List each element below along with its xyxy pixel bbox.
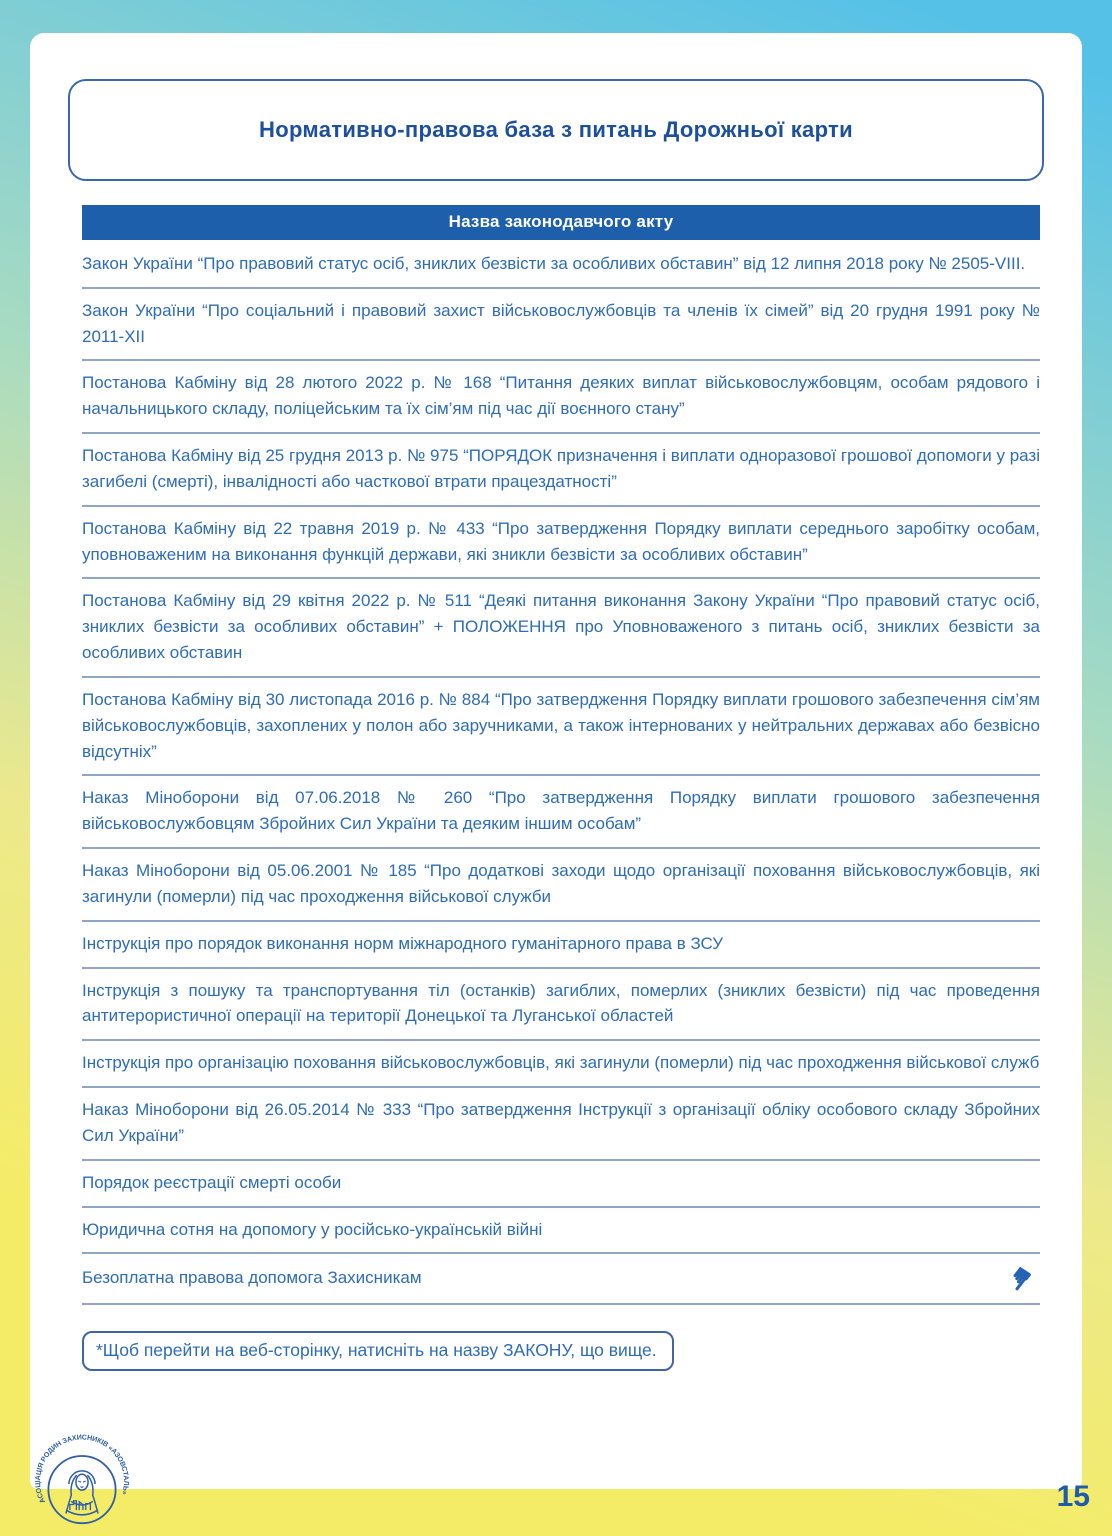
page-title: Нормативно-правова база з питань Дорожньої карти (259, 117, 853, 142)
law-title-link[interactable]: Інструкція про організацію поховання військовослужбовців, які загинули (померли) під час проходження військової служб (82, 1053, 1040, 1073)
law-title-link[interactable]: Постанова Кабміну від 22 травня 2019 р. № 433 “Про затвердження Порядку виплати середнього заробітку особам, уповноваженим на виконання функцій держави, які зникли безвісти за особливих обставин” (82, 518, 1040, 564)
law-title-link[interactable]: Порядок реєстрації смерті особи (82, 1172, 342, 1192)
table-column-header (82, 205, 1040, 240)
law-row[interactable] (82, 242, 1040, 289)
law-row[interactable] (82, 579, 1040, 677)
law-list (82, 242, 1040, 1305)
madonna-veil (66, 1476, 98, 1513)
law-title-link[interactable]: Юридична сотня на допомогу у російсько-українській війні (82, 1219, 543, 1239)
law-row[interactable] (82, 922, 1040, 969)
law-title-link[interactable]: Безоплатна правова допомога Захисникам (82, 1268, 422, 1288)
bowl-curve (66, 1510, 98, 1515)
law-row[interactable] (82, 776, 1040, 849)
azovstal-association-logo (26, 1428, 138, 1536)
law-title-link[interactable]: Інструкція з пошуку та транспортування тіл (останків) загиблих, померлих (зниклих безвісти) під час проведення антитерористичної операції на території Донецької та Луганської областей (82, 980, 1040, 1026)
note-box (82, 1331, 674, 1371)
law-row[interactable] (82, 361, 1040, 434)
law-title-link[interactable]: Інструкція про порядок виконання норм міжнародного гуманітарного права в ЗСУ (82, 933, 724, 953)
law-title-link[interactable]: Наказ Міноборони від 26.05.2014 № 333 “Про затвердження Інструкції з організації обліку особового складу Збройних Сил України” (82, 1100, 1040, 1145)
law-title-link[interactable]: Постанова Кабміну від 29 квітня 2022 р. № 511 “Деякі питання виконання Закону України “Про правовий статус осіб, зниклих безвісти за особливих обставин” + ПОЛОЖЕННЯ про Уповноваженого з питань осіб, зниклих безвісти за особливих обставин (82, 591, 1040, 663)
law-title-link[interactable]: Закон України “Про соціальний і правовий захист військовослужбовців та членів їх сімей” від 20 грудня 1991 року № 2011-XII (82, 300, 1040, 346)
law-title-link[interactable]: Наказ Міноборони від 05.06.2001 № 185 “Про додаткові заходи щодо організації поховання військовослужбовців, які загинули (померли) під час проходження військової служби (82, 861, 1040, 906)
law-row[interactable] (82, 289, 1040, 362)
law-title-link[interactable]: Постанова Кабміну від 30 листопада 2016 р. № 884 “Про затвердження Порядку виплати грошового забезпечення сім’ям військовослужбовців, захоплених у полон або заручниками, а також інтернованих у нейтральних державах або безвісно відсутніх” (82, 689, 1040, 761)
law-title-link[interactable]: Закон України “Про правовий статус осіб, зниклих безвісти за особливих обставин” від 12 липня 2018 року № 2505-VIII. (82, 254, 1026, 273)
law-row[interactable] (82, 507, 1040, 580)
law-row[interactable] (82, 969, 1040, 1042)
madonna-face (79, 1481, 86, 1487)
law-row[interactable] (82, 1161, 1040, 1208)
law-title-link[interactable]: Постанова Кабміну від 25 грудня 2013 р. № 975 “ПОРЯДОК призначення і виплати одноразової грошової допомоги у разі загибелі (смерті), інвалідності або часткової втрати працездатності” (82, 446, 1040, 491)
law-row[interactable] (82, 1208, 1040, 1255)
law-row[interactable] (82, 434, 1040, 507)
table-column-header-label: Назва законодавчого акту (448, 212, 674, 231)
content-card (30, 33, 1082, 1489)
note-text: *Щоб перейти на веб-сторінку, натисніть на назву ЗАКОНУ, що вище. (96, 1340, 657, 1361)
page-number: 15 (1056, 1480, 1090, 1513)
logo-ring-text: АСОЦІАЦІЯ РОДИН ЗАХИСНИКІВ «АЗОВСТАЛЬ» (33, 1433, 131, 1505)
law-row[interactable] (82, 678, 1040, 776)
law-row[interactable] (82, 1088, 1040, 1161)
law-title-link[interactable]: Постанова Кабміну від 28 лютого 2022 р. № 168 “Питання деяких виплат військовослужбовцям, особам рядового і начальницького складу, поліцейським та їх сім’ям під час дії воєнного стану” (82, 373, 1040, 419)
content-area (30, 181, 1082, 1371)
law-title-link[interactable]: Наказ Міноборони від 07.06.2018 № 260 “Про затвердження Порядку виплати грошового забезпечення військовослужбовцям Збройних Сил України та деяким іншим особам” (82, 788, 1040, 834)
law-row[interactable] (82, 1041, 1040, 1088)
law-row[interactable] (82, 849, 1040, 922)
title-box (68, 79, 1044, 181)
law-row[interactable] (82, 1254, 1040, 1305)
hand-pointer-icon: ☛ (996, 1257, 1042, 1301)
